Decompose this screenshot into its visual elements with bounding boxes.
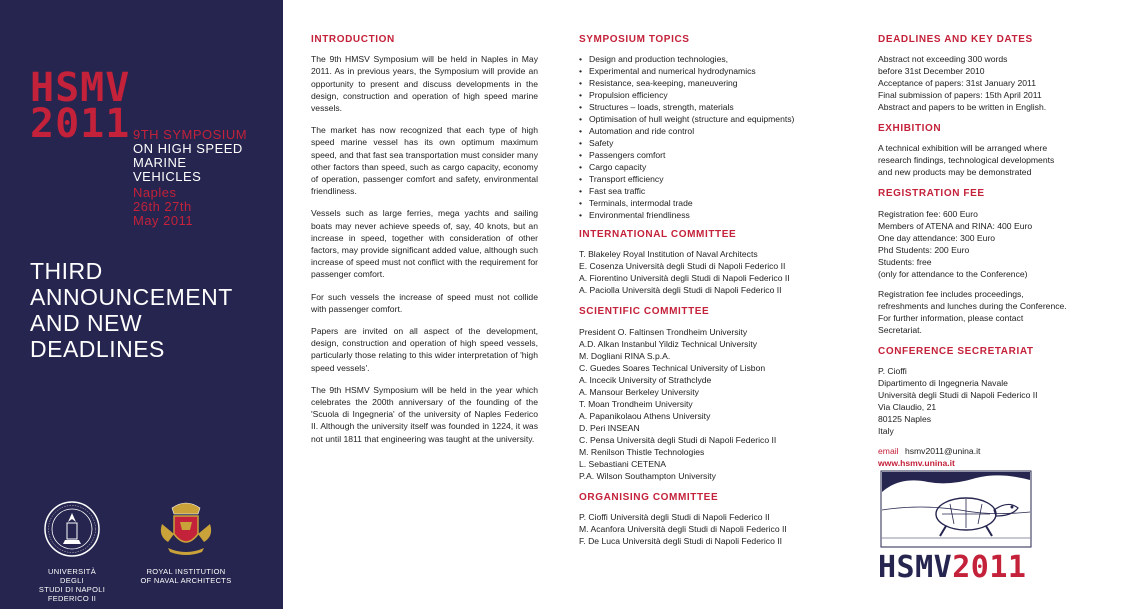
list-item: Final submission of papers: 15th April 2011 — [878, 90, 1042, 101]
list-item: A technical exhibition will be arranged where — [878, 143, 1048, 154]
announcement-line: THIRD — [30, 258, 103, 284]
list-item: • Passengers comfort — [579, 149, 834, 161]
list-item: C. Guedes Soares Technical University of Lisbon — [579, 362, 766, 373]
symposium-line-3: MARINE — [133, 155, 187, 170]
list-item: and new products may be demonstrated — [878, 167, 1032, 178]
list-item: P. Cioffi — [878, 365, 907, 376]
list-item: • Propulsion efficiency — [579, 89, 834, 101]
list-item: • Structures – loads, strength, materials — [579, 101, 834, 113]
university-seal-icon — [43, 500, 101, 558]
list-item: Phd Students: 200 Euro — [878, 244, 970, 255]
list-item: research findings, technological developments — [878, 155, 1055, 166]
intro-paragraph: The 9th HSMV Symposium will be held in the year which celebrates the 200th anniversary of the founding of the 'Scuola di Ingegneria' of the university of Naples Federico II. Although the university itself was founded in 1224, it was not until 1811 that engineering was taught at the university. — [311, 384, 538, 444]
event-month-year: May 2011 — [133, 213, 194, 228]
deadlines-section — [878, 34, 1110, 113]
international-heading: INTERNATIONAL COMMITTEE — [579, 229, 737, 241]
list-item: • Terminals, intermodal trade — [579, 197, 834, 209]
symposium-line-2: ON HIGH SPEED — [133, 141, 243, 156]
email-label: email — [878, 445, 899, 456]
intro-paragraph: The market has now recognized that each type of high speed marine vessel has its own optimum maximum speed, and that fast sea transportation must consider many other factors than speed, such as cargo capacity, economy of operation, passenger comfort and safety, environmental friendliness. — [311, 125, 538, 197]
info-column — [878, 34, 1110, 479]
list-item: • Environmental friendliness — [579, 209, 834, 221]
list-item: • Resistance, sea-keeping, maneuvering — [579, 77, 834, 89]
list-item: A. Papanikolaou Athens University — [579, 410, 711, 421]
list-item: L. Sebastiani CETENA — [579, 458, 666, 469]
symposium-title — [133, 128, 247, 228]
list-item: • Optimisation of hull weight (structure and equipments) — [579, 113, 834, 125]
scientific-heading: SCIENTIFIC COMMITTEE — [579, 306, 710, 318]
list-item: A. Incecik University of Strathclyde — [579, 374, 712, 385]
list-item: Abstract not exceeding 300 words — [878, 54, 1008, 65]
list-item: A. Paciolla Università degli Studi di Napoli Federico II — [579, 285, 782, 296]
introduction-heading: INTRODUCTION — [311, 34, 395, 45]
secretariat-heading: CONFERENCE SECRETARIAT — [878, 345, 1034, 357]
list-item: E. Cosenza Università degli Studi di Napoli Federico II — [579, 261, 786, 272]
caption-line: UNIVERSITÀ DEGLI — [47, 567, 96, 585]
list-item: One day attendance: 300 Euro — [878, 232, 996, 243]
caption-line: STUDI DI NAPOLI — [38, 585, 106, 594]
list-item: For further information, please contact — [878, 312, 1024, 323]
committees-column — [579, 34, 834, 557]
mark-part-1: HSMV — [878, 550, 953, 585]
list-item: • Fast sea traffic — [579, 185, 834, 197]
announcement-line: DEADLINES — [30, 336, 165, 362]
list-item: Members of ATENA and RINA: 400 Euro — [878, 220, 1033, 231]
list-item: Abstract and papers to be written in English. — [878, 102, 1047, 113]
university-logo — [36, 500, 108, 603]
list-item: • Transport efficiency — [579, 173, 834, 185]
mark-part-2: 2011 — [952, 550, 1027, 585]
symposium-line-4: VEHICLES — [133, 169, 202, 184]
rina-caption — [136, 567, 236, 585]
list-item: Italy — [878, 425, 894, 436]
registration-section — [878, 188, 1110, 335]
list-item: A.D. Alkan Instanbul Yildiz Technical University — [579, 338, 758, 349]
announcement-line: AND NEW — [30, 310, 143, 336]
intro-paragraph: Vessels such as large ferries, mega yachts and sailing boats may never achieve speeds of, say, 40 knots, but an increase in speed, together with consideration of other factors, may provide significant added value, although such increase of speed must not conflict with the requirement for passenger comfort. — [311, 208, 538, 280]
list-item: M. Dogliani RINA S.p.A. — [579, 350, 671, 361]
list-item: • Automation and ride control — [579, 125, 834, 137]
caption-line: OF NAVAL ARCHITECTS — [140, 576, 232, 585]
list-item: • Cargo capacity — [579, 161, 834, 173]
list-item: Registration fee: 600 Euro — [878, 208, 978, 219]
list-item: P.A. Wilson Southampton University — [579, 470, 716, 481]
list-item: Università degli Studi di Napoli Federico II — [878, 389, 1038, 400]
symposium-ordinal: 9TH SYMPOSIUM — [133, 127, 248, 142]
list-item: Acceptance of papers: 31st January 2011 — [878, 78, 1036, 89]
announcement-line: ANNOUNCEMENT — [30, 284, 233, 310]
exhibition-section — [878, 123, 1110, 178]
list-item: • Design and production technologies, — [579, 53, 834, 65]
scientific-committee — [579, 306, 834, 481]
secretariat-section — [878, 346, 1110, 469]
list-item: before 31st December 2010 — [878, 66, 985, 77]
topics-list — [579, 53, 834, 221]
list-item: President O. Faltinsen Trondheim University — [579, 326, 748, 337]
organising-heading: ORGANISING COMMITTEE — [579, 491, 719, 503]
list-item: Registration fee includes proceedings, — [878, 288, 1024, 299]
rina-crest-icon — [154, 494, 218, 558]
list-item: A. Fiorentino Università degli Studi di Napoli Federico II — [579, 273, 790, 284]
list-item: refreshments and lunches during the Conference. — [878, 300, 1067, 311]
email-line — [878, 445, 1110, 457]
list-item: T. Blakeley Royal Institution of Naval Architects — [579, 249, 758, 260]
caption-line: FEDERICO II — [47, 594, 97, 603]
intro-paragraph: For such vessels the increase of speed must not collide with passenger comfort. — [311, 291, 538, 314]
website-link[interactable]: www.hsmv.unina.it — [878, 457, 955, 468]
cover-panel — [0, 0, 283, 609]
university-caption — [36, 567, 108, 603]
list-item: M. Acanfora Università degli Studi di Napoli Federico II — [579, 523, 787, 534]
list-item: Students: free — [878, 256, 932, 267]
logo-line-2: 2011 — [30, 101, 131, 147]
list-item: P. Cioffi Università degli Studi di Napoli Federico II — [579, 511, 770, 522]
list-item: Secretariat. — [878, 324, 922, 335]
intro-paragraph: The 9th HMSV Symposium will be held in Naples in May 2011. As in previous years, the Symposium will provide an opportunity to present and discuss developments in the design, construction and operation of high speed marine vessels. — [311, 54, 538, 114]
list-item: (only for attendance to the Conference) — [878, 268, 1028, 279]
exhibition-heading: EXHIBITION — [878, 123, 942, 135]
list-item: 80125 Naples — [878, 413, 932, 424]
list-item: T. Moan Trondheim University — [579, 398, 693, 409]
event-days: 26th 27th — [133, 199, 192, 214]
hsmv-logo — [30, 65, 131, 147]
hsmv-2011-mark — [878, 550, 1027, 585]
deadlines-heading: DEADLINES AND KEY DATES — [878, 34, 1033, 45]
list-item: A. Mansour Berkeley University — [579, 386, 699, 397]
logo-line-1: HSMV — [30, 65, 131, 111]
list-item: C. Pensa Università degli Studi di Napoli Federico II — [579, 434, 777, 445]
international-committee — [579, 229, 834, 296]
turtle-illustration-icon — [880, 470, 1032, 548]
list-item: D. Peri INSEAN — [579, 422, 640, 433]
announcement-title — [30, 258, 233, 362]
caption-line: ROYAL INSTITUTION — [146, 567, 226, 576]
list-item: Via Claudio, 21 — [878, 401, 937, 412]
introduction-column — [311, 34, 538, 455]
email-link[interactable]: hsmv2011@unina.it — [904, 445, 981, 456]
intro-paragraph: Papers are invited on all aspect of the development, design, construction and operation of high speed vessels, particularly those relating to this wider interpretation of 'high speed vessels'. — [311, 326, 538, 373]
list-item: F. De Luca Università degli Studi di Napoli Federico II — [579, 535, 783, 546]
list-item: • Safety — [579, 137, 834, 149]
list-item: Dipartimento di Ingegneria Navale — [878, 377, 1008, 388]
registration-heading: REGISTRATION FEE — [878, 188, 985, 200]
event-city: Naples — [133, 185, 177, 200]
rina-logo — [136, 494, 236, 585]
topics-heading: SYMPOSIUM TOPICS — [579, 34, 690, 45]
organising-committee — [579, 492, 834, 547]
list-item: M. Renilson Thistle Technologies — [579, 446, 705, 457]
list-item: • Experimental and numerical hydrodynamics — [579, 65, 834, 77]
